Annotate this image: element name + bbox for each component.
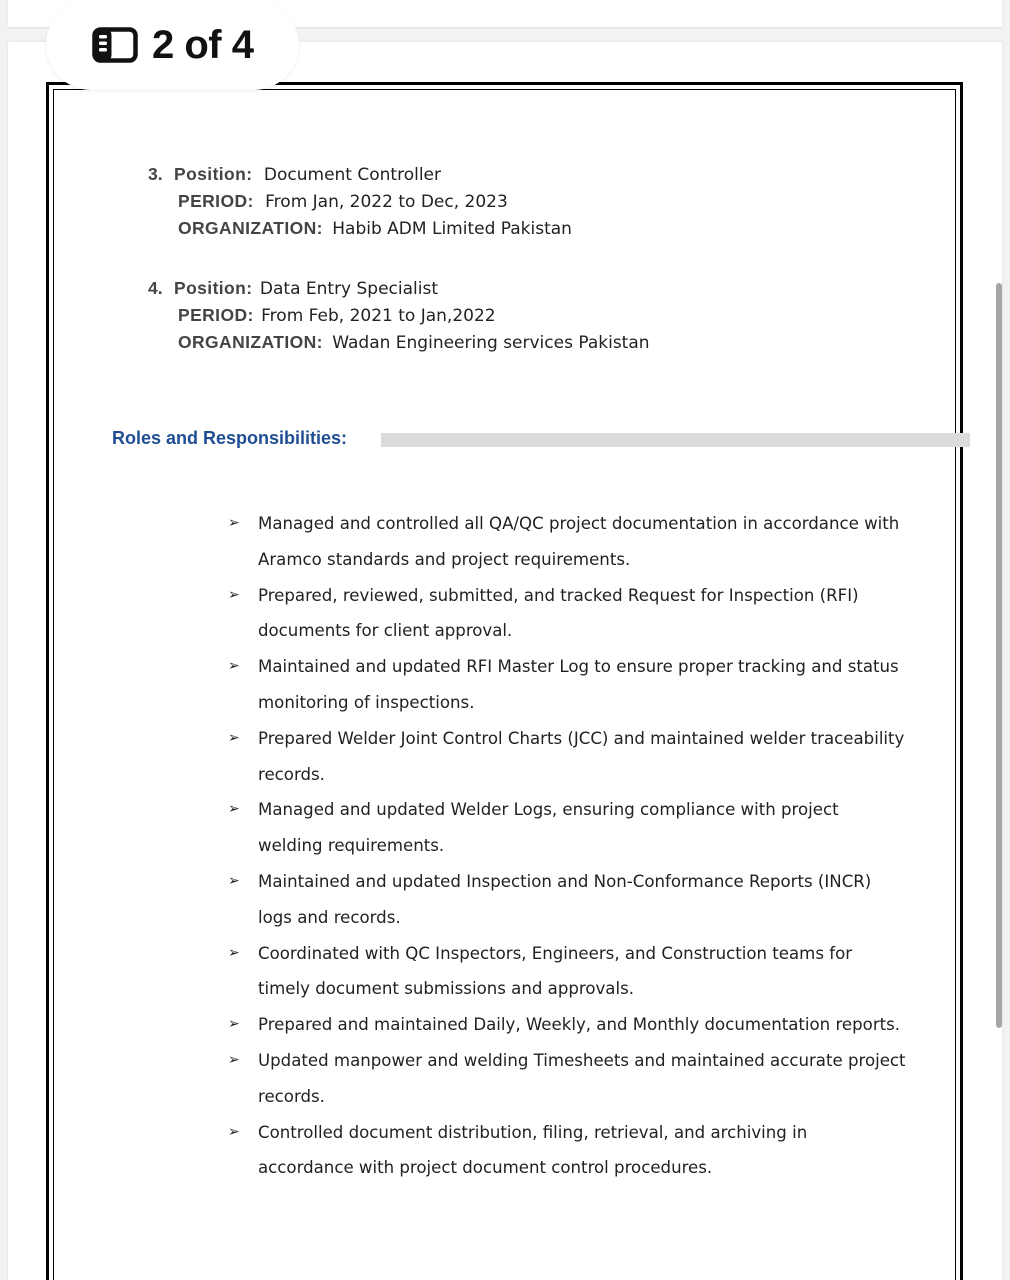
entry-number: 3. — [148, 164, 163, 184]
list-item — [228, 1043, 908, 1115]
list-item-text: Prepared, reviewed, submitted, and tracked Request for Inspection (RFI) documents for client approval. — [258, 585, 859, 641]
list-item — [228, 1115, 908, 1187]
responsibilities-list — [228, 506, 908, 1186]
experience-period-4 — [178, 305, 496, 326]
arrowhead-bullet-icon: ➢ — [228, 944, 240, 961]
organization-label: ORGANIZATION: — [178, 332, 323, 352]
list-item — [228, 864, 908, 936]
period-label: PERIOD: — [178, 305, 254, 325]
experience-organization-4 — [178, 332, 650, 353]
arrowhead-bullet-icon: ➢ — [228, 586, 240, 603]
organization-label: ORGANIZATION: — [178, 218, 323, 238]
position-label: Position: — [174, 278, 253, 298]
position-label: Position: — [174, 164, 253, 184]
organization-value: Wadan Engineering services Pakistan — [332, 333, 650, 353]
list-item — [228, 936, 908, 1008]
experience-entry-3 — [148, 164, 441, 185]
arrowhead-bullet-icon: ➢ — [228, 1016, 240, 1033]
list-item-text: Updated manpower and welding Timesheets and maintained accurate project records. — [258, 1050, 906, 1106]
arrowhead-bullet-icon: ➢ — [228, 515, 240, 531]
arrowhead-bullet-icon: ➢ — [228, 1051, 240, 1068]
entry-number: 4. — [148, 278, 163, 298]
roles-heading: Roles and Responsibilities: — [112, 428, 348, 448]
scrollbar-thumb[interactable] — [996, 283, 1002, 1028]
list-item — [228, 578, 908, 650]
arrowhead-bullet-icon: ➢ — [228, 1123, 240, 1140]
arrowhead-bullet-icon: ➢ — [228, 658, 240, 675]
list-item-text: Managed and controlled all QA/QC project documentation in accordance with Aramco standards and project requirements. — [258, 514, 900, 569]
period-value: From Jan, 2022 to Dec, 2023 — [265, 192, 508, 212]
list-item — [228, 1007, 908, 1043]
list-item-text: Prepared and maintained Daily, Weekly, and Monthly documentation reports. — [258, 1015, 901, 1035]
list-item — [228, 649, 908, 721]
list-item-text: Prepared Welder Joint Control Charts (JCC) and maintained welder traceability records. — [258, 728, 905, 784]
period-label: PERIOD: — [178, 191, 254, 211]
experience-period-3 — [178, 191, 508, 212]
arrowhead-bullet-icon: ➢ — [228, 801, 240, 818]
page-thumbnails-icon — [92, 27, 138, 63]
list-item — [228, 721, 908, 793]
list-item — [228, 792, 908, 864]
experience-organization-3 — [178, 218, 572, 239]
period-value: From Feb, 2021 to Jan,2022 — [261, 306, 496, 326]
position-value: Document Controller — [263, 165, 441, 185]
heading-rule — [381, 433, 970, 447]
list-item-text: Maintained and updated Inspection and Non-Conformance Reports (INCR) logs and records. — [258, 871, 872, 927]
list-item — [228, 506, 908, 578]
page-indicator-text: 2 of 4 — [152, 22, 254, 67]
list-item-text: Maintained and updated RFI Master Log to ensure proper tracking and status monitoring of inspections. — [258, 657, 899, 712]
list-item-text: Managed and updated Welder Logs, ensuring compliance with project welding requirements. — [258, 800, 839, 856]
experience-entry-4 — [148, 278, 438, 299]
organization-value: Habib ADM Limited Pakistan — [332, 219, 572, 239]
page-indicator[interactable] — [46, 0, 299, 90]
arrowhead-bullet-icon: ➢ — [228, 729, 240, 746]
position-value: Data Entry Specialist — [259, 279, 439, 299]
arrowhead-bullet-icon: ➢ — [228, 872, 240, 889]
list-item-text: Coordinated with QC Inspectors, Engineers, and Construction teams for timely document submissions and approvals. — [258, 943, 853, 999]
list-item-text: Controlled document distribution, filing, retrieval, and archiving in accordance with project document control procedures. — [258, 1122, 808, 1178]
